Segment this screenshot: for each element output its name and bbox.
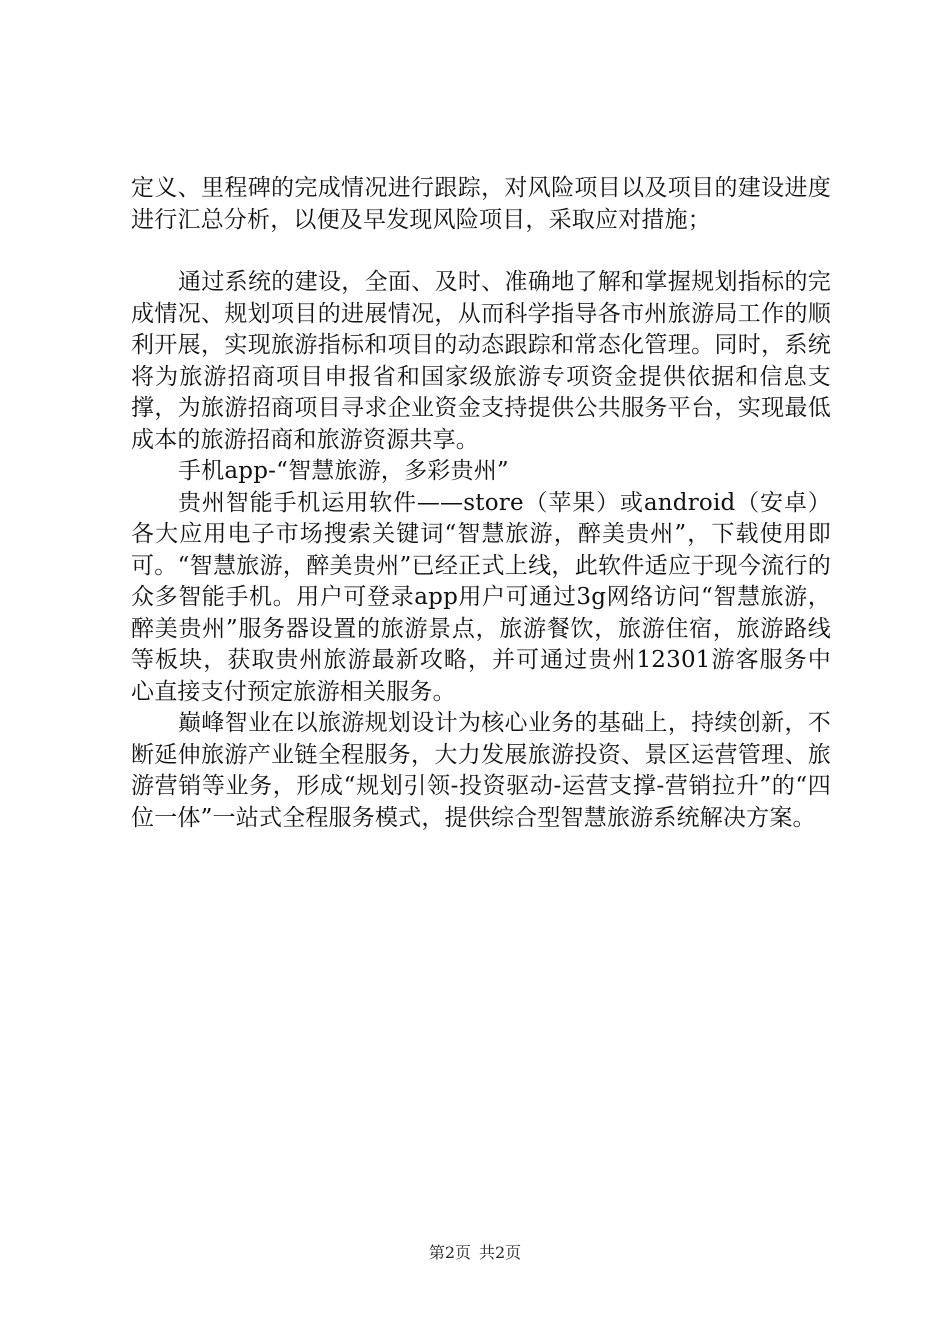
page-total: 共2页 xyxy=(479,1243,522,1262)
page-footer xyxy=(0,1243,950,1263)
page-number: 第2页 xyxy=(428,1243,471,1262)
document-body xyxy=(131,173,831,834)
paragraph-company-summary: 巅峰智业在以旅游规划设计为核心业务的基础上，持续创新，不断延伸旅游产业链全程服务，大力发展旅游投资、景区运营管理、旅游营销等业务，形成“规划引领-投资驱动-运营支撑-营销拉升”的“四位一体”一站式全程服务模式，提供综合型智慧旅游系统解决方案。 xyxy=(131,710,831,831)
paragraph-app-description: 贵州智能手机运用软件——store（苹果）或android（安卓）各大应用电子市场搜索关键词“智慧旅游，醉美贵州”，下载使用即可。“智慧旅游，醉美贵州”已经正式上线，此软件适应于现今流行的众多智能手机。用户可登录app用户可通过3g网络访问“智慧旅游，醉美贵州”服务器设置的旅游景点，旅游餐饮，旅游住宿，旅游路线等板块，获取贵州旅游最新攻略，并可通过贵州12301游客服务中心直接支付预定旅游相关服务。 xyxy=(131,489,831,705)
paragraph-system-construction: 通过系统的建设，全面、及时、准确地了解和掌握规划指标的完成情况、规划项目的进展情况，从而科学指导各市州旅游局工作的顺利开展，实现旅游指标和项目的动态跟踪和常态化管理。同时，系统将为旅游招商项目申报省和国家级旅游专项资金提供依据和信息支撑，为旅游招商项目寻求企业资金支持提供公共服务平台，实现最低成本的旅游招商和旅游资源共享。 xyxy=(131,269,831,453)
paragraph-app-heading: 手机app-“智慧旅游，多彩贵州” xyxy=(178,458,509,484)
paragraph-risk-tracking: 定义、里程碑的完成情况进行跟踪，对风险项目以及项目的建设进度进行汇总分析，以便及早发现风险项目，采取应对措施； xyxy=(131,175,831,233)
